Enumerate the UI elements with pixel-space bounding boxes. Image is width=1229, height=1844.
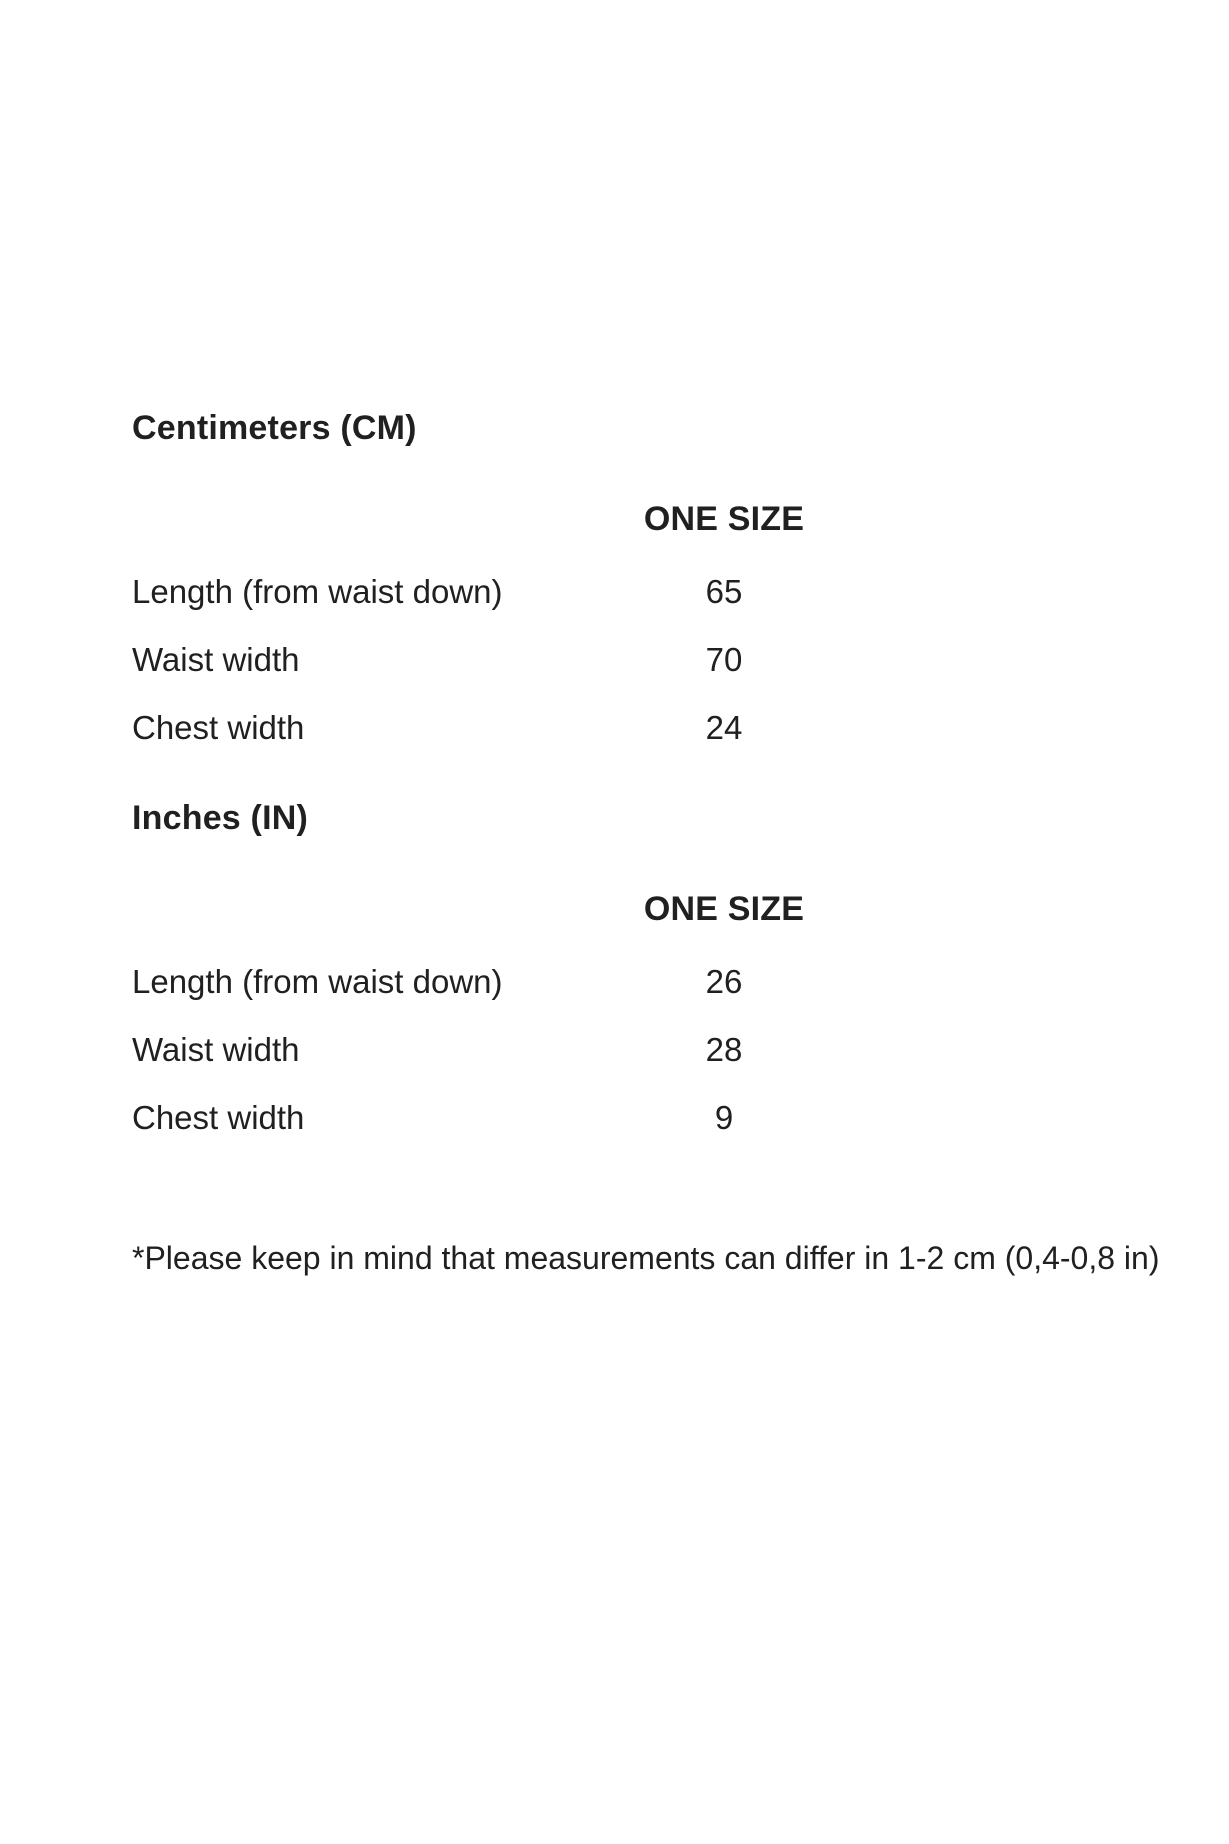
measurement-label: Chest width xyxy=(132,1099,305,1136)
measurement-value: 24 xyxy=(705,709,743,746)
unit-heading-cm: Centimeters (CM) xyxy=(132,409,417,447)
size-table-cm xyxy=(132,405,1112,751)
measurement-label: Length (from waist down) xyxy=(132,963,503,1000)
measurement-label: Length (from waist down) xyxy=(132,573,503,610)
table-row xyxy=(132,705,1112,751)
measurement-label: Waist width xyxy=(132,1031,300,1068)
unit-heading-in: Inches (IN) xyxy=(132,799,309,837)
measurement-label: Chest width xyxy=(132,709,305,746)
measurement-value: 26 xyxy=(705,963,743,1000)
table-row xyxy=(132,1095,1112,1141)
table-row xyxy=(132,637,1112,683)
table-row xyxy=(132,959,1112,1005)
measurements-disclaimer: *Please keep in mind that measurements can differ in 1-2 cm (0,4-0,8 in) xyxy=(132,1240,1160,1276)
column-header-one-size: ONE SIZE xyxy=(643,500,805,538)
measurement-label: Waist width xyxy=(132,641,300,678)
table-row xyxy=(132,1027,1112,1073)
column-header-one-size: ONE SIZE xyxy=(643,890,805,928)
measurement-value: 9 xyxy=(714,1099,734,1136)
measurement-value: 65 xyxy=(705,573,743,610)
measurement-value: 70 xyxy=(705,641,743,678)
table-row xyxy=(132,569,1112,615)
table-header-row xyxy=(132,886,1112,932)
size-table-in xyxy=(132,795,1112,1141)
table-header-row xyxy=(132,496,1112,542)
measurement-value: 28 xyxy=(705,1031,743,1068)
